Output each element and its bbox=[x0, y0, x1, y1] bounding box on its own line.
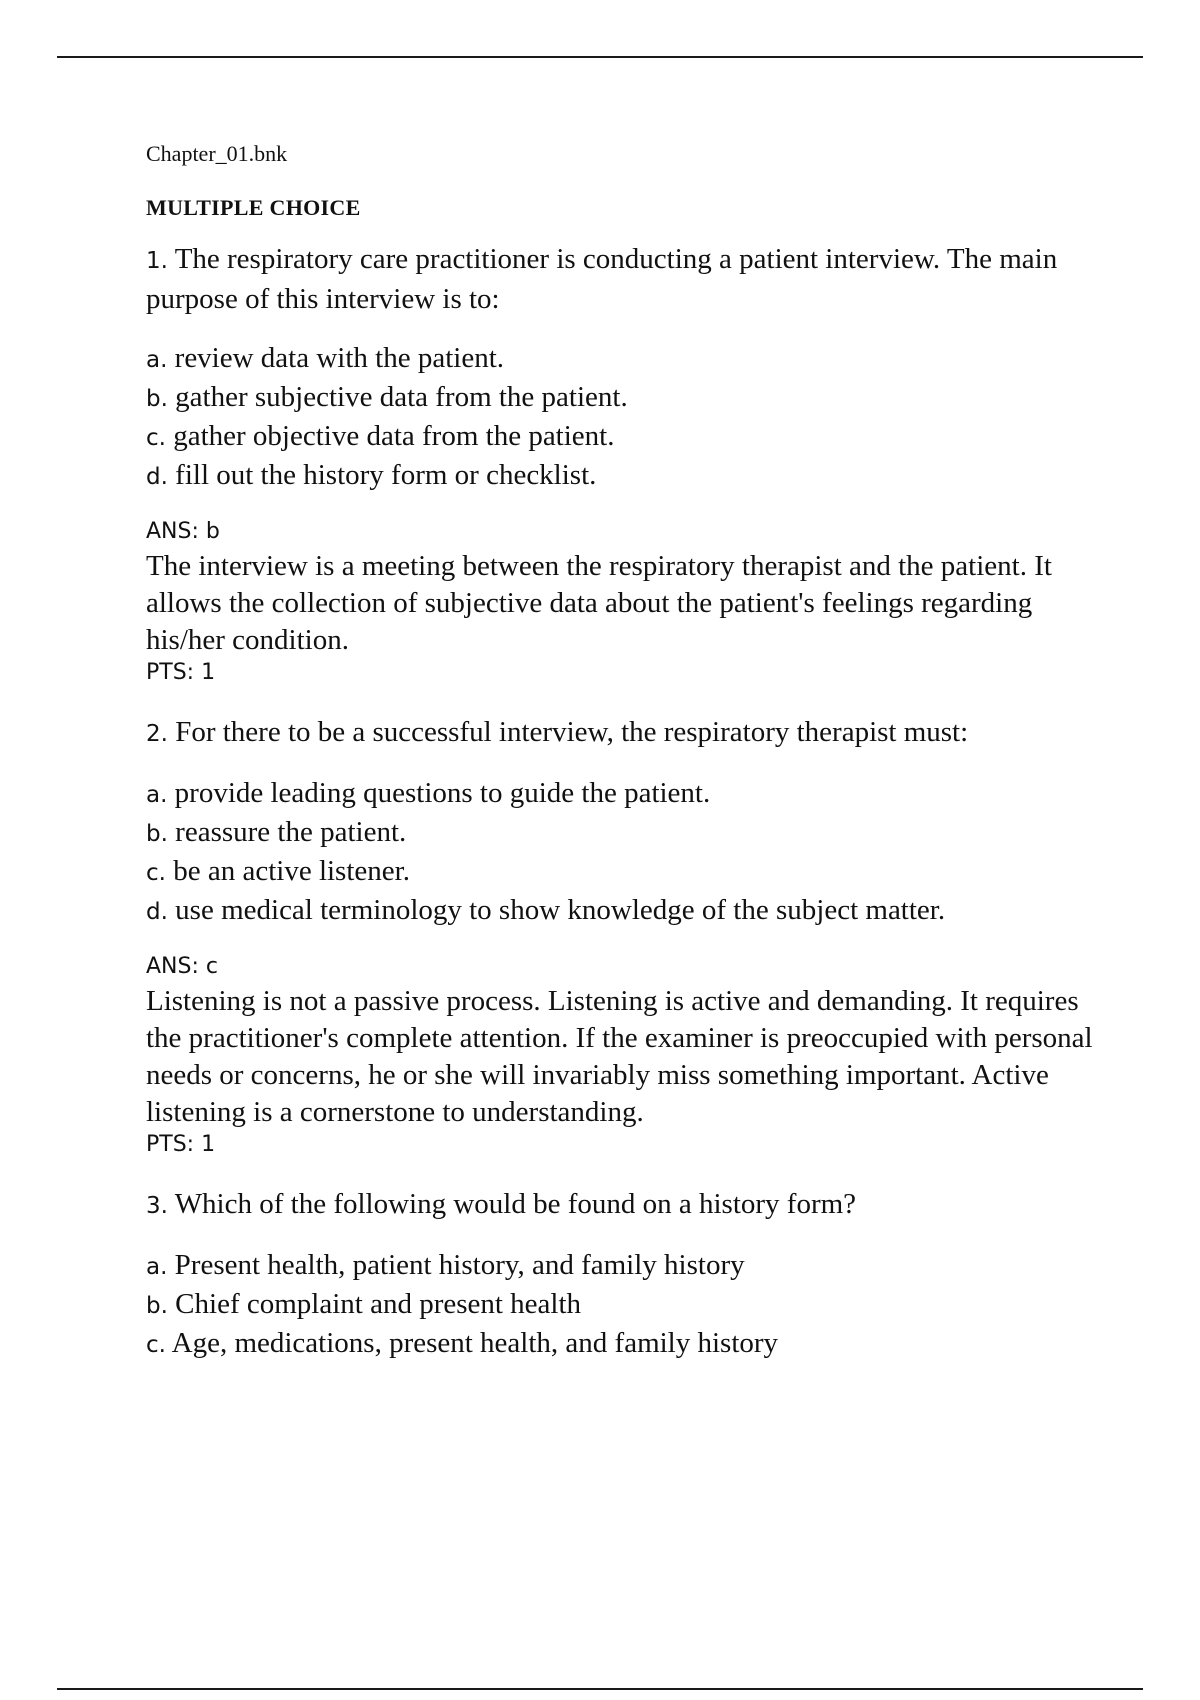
document-filename: Chapter_01.bnk bbox=[146, 141, 288, 166]
choice-text: Chief complaint and present health bbox=[175, 1288, 582, 1320]
choice-c bbox=[146, 1325, 1106, 1364]
answer-key: ANS: c bbox=[146, 954, 218, 979]
top-rule bbox=[57, 56, 1143, 58]
choice-letter: a. bbox=[146, 1254, 168, 1280]
choice-letter: a. bbox=[146, 347, 168, 373]
choice-d bbox=[146, 892, 1106, 931]
choice-text: fill out the history form or checklist. bbox=[175, 459, 597, 491]
question-stem: The respiratory care practitioner is conducting a patient interview. The main purpose of this interview is to: bbox=[146, 243, 1058, 315]
question-text bbox=[146, 713, 1106, 753]
rationale-text: The interview is a meeting between the respiratory therapist and the patient. It allows the collection of subjective data about the patient's feelings regarding his/her condition. bbox=[146, 550, 1052, 656]
question-stem: Which of the following would be found on a history form? bbox=[174, 1188, 857, 1220]
choice-list bbox=[146, 340, 1106, 496]
choice-letter: d. bbox=[146, 464, 168, 490]
question-text bbox=[146, 1185, 1106, 1225]
choice-letter: c. bbox=[146, 425, 166, 451]
choice-list bbox=[146, 775, 1106, 931]
bottom-rule bbox=[57, 1688, 1143, 1690]
points-value: PTS: 1 bbox=[146, 1132, 216, 1157]
choice-letter: b. bbox=[146, 386, 168, 412]
choice-letter: b. bbox=[146, 1293, 168, 1319]
choice-a bbox=[146, 775, 1106, 814]
question-number: 1. bbox=[146, 248, 168, 274]
choice-letter: c. bbox=[146, 1332, 166, 1358]
choice-b bbox=[146, 379, 1106, 418]
choice-text: gather subjective data from the patient. bbox=[175, 381, 628, 413]
choice-letter: a. bbox=[146, 782, 168, 808]
answer-key: ANS: b bbox=[146, 519, 220, 544]
choice-list bbox=[146, 1247, 1106, 1364]
choice-c bbox=[146, 853, 1106, 892]
question-3 bbox=[146, 1185, 1106, 1364]
choice-text: Present health, patient history, and family history bbox=[174, 1249, 745, 1281]
choice-text: provide leading questions to guide the patient. bbox=[174, 777, 711, 809]
page-content bbox=[146, 140, 1106, 1364]
choice-d bbox=[146, 457, 1106, 496]
question-number: 3. bbox=[146, 1193, 168, 1219]
choice-text: be an active listener. bbox=[173, 855, 410, 887]
choice-letter: b. bbox=[146, 821, 168, 847]
rationale-text: Listening is not a passive process. Listening is active and demanding. It requires the practitioner's complete attention. If the examiner is preoccupied with personal needs or concerns, he or she will invariably miss something important. Active listening is a cornerstone to understanding. bbox=[146, 985, 1093, 1128]
choice-c bbox=[146, 418, 1106, 457]
question-2 bbox=[146, 713, 1106, 1159]
question-1 bbox=[146, 240, 1106, 687]
question-stem: For there to be a successful interview, the respiratory therapist must: bbox=[175, 716, 969, 748]
choice-text: Age, medications, present health, and family history bbox=[171, 1327, 779, 1359]
question-text bbox=[146, 240, 1106, 318]
choice-a bbox=[146, 340, 1106, 379]
question-number: 2. bbox=[146, 721, 168, 747]
choice-text: review data with the patient. bbox=[174, 342, 505, 374]
choice-b bbox=[146, 1286, 1106, 1325]
choice-text: use medical terminology to show knowledge of the subject matter. bbox=[175, 894, 946, 926]
choice-text: reassure the patient. bbox=[175, 816, 407, 848]
choice-letter: d. bbox=[146, 899, 168, 925]
choice-letter: c. bbox=[146, 860, 166, 886]
choice-b bbox=[146, 814, 1106, 853]
choice-text: gather objective data from the patient. bbox=[173, 420, 615, 452]
section-title: MULTIPLE CHOICE bbox=[146, 195, 361, 220]
choice-a bbox=[146, 1247, 1106, 1286]
points-value: PTS: 1 bbox=[146, 660, 216, 685]
